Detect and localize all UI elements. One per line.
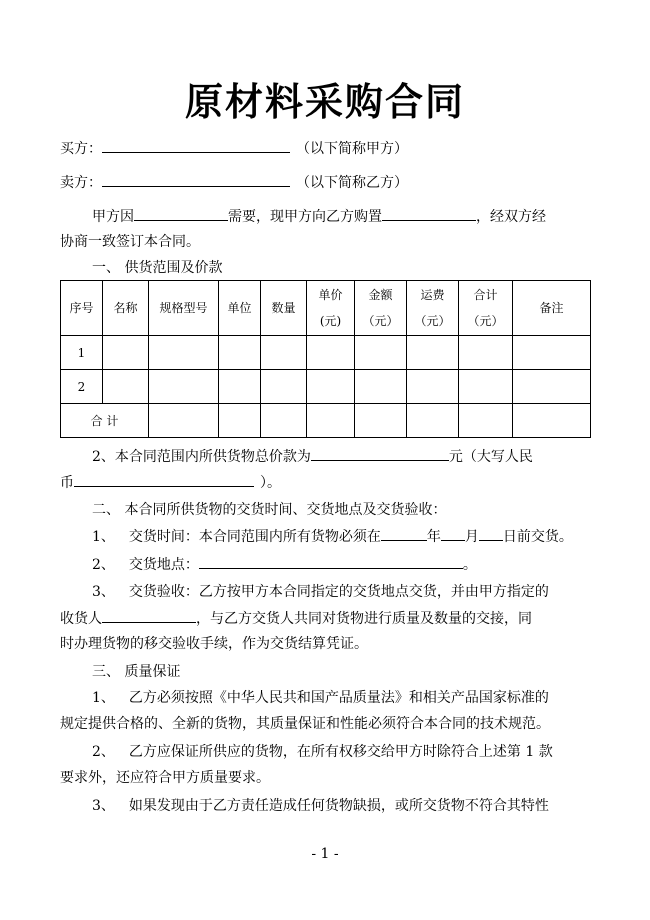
item-number: 1、 bbox=[92, 690, 115, 706]
acceptance-text-2: ，与乙方交货人共同对货物进行质量及数量的交接，同 bbox=[196, 611, 532, 627]
total-price-line-2 bbox=[60, 472, 281, 493]
amount-unit: （元） bbox=[362, 314, 399, 328]
quality-item2-line-1 bbox=[92, 742, 553, 762]
goods-table bbox=[60, 280, 591, 438]
col-header-amount bbox=[355, 281, 407, 336]
acceptance-text: 交货验收：乙方按甲方本合同指定的交货地点交货，并由甲方指定的 bbox=[128, 584, 549, 600]
item-number: 1、 bbox=[92, 529, 115, 545]
buyer-label: 买方： bbox=[60, 141, 102, 157]
item-number: 2、 bbox=[92, 744, 115, 760]
year-blank bbox=[381, 526, 427, 541]
delivery-time-text: 交货时间：本合同范围内所有货物必须在 bbox=[128, 529, 381, 545]
item-number: 2、 bbox=[92, 557, 115, 573]
intro-blank-2 bbox=[382, 206, 476, 221]
quality-item3-line-1 bbox=[92, 796, 549, 816]
delivery-place-line bbox=[92, 554, 477, 575]
day-label: 日前交货。 bbox=[502, 529, 573, 545]
intro-line-2: 协商一致签订本合同。 bbox=[60, 234, 200, 250]
row-index: 1 bbox=[61, 336, 103, 370]
month-label: 月 bbox=[464, 529, 479, 545]
section2-heading: 二、 本合同所供货物的交货时间、交货地点及交货验收： bbox=[92, 502, 447, 518]
quality-text: 乙方必须按照《中华人民共和国产品质量法》和相关产品国家标准的 bbox=[128, 690, 549, 706]
col-header-unit: 单位 bbox=[219, 281, 261, 336]
receiver-label: 收货人 bbox=[60, 611, 102, 627]
month-blank bbox=[441, 526, 465, 541]
table-header-row bbox=[61, 281, 591, 336]
col-header-name: 名称 bbox=[103, 281, 149, 336]
quality-text: 如果发现由于乙方责任造成任何货物缺损，或所交货物不符合其特性 bbox=[128, 798, 549, 814]
item-number: 3、 bbox=[92, 584, 115, 600]
col-header-freight bbox=[407, 281, 459, 336]
intro-text-c: ，经双方经 bbox=[476, 209, 546, 225]
quality-item1-line-2: 规定提供合格的、全新的货物，其质量保证和性能必须符合本合同的技术规范。 bbox=[60, 716, 550, 732]
total-label: 合计 bbox=[473, 288, 498, 302]
total-row-label: 合 计 bbox=[61, 404, 149, 438]
intro-text-b: 需要，现甲方向乙方购置 bbox=[228, 209, 382, 225]
total-price-line-1 bbox=[92, 446, 533, 467]
year-label: 年 bbox=[426, 529, 441, 545]
seller-label: 卖方： bbox=[60, 175, 102, 191]
section1-heading: 一、 供货范围及价款 bbox=[92, 260, 223, 276]
table-total-row bbox=[61, 404, 591, 438]
delivery-place-blank bbox=[199, 554, 463, 569]
seller-line bbox=[60, 172, 408, 193]
intro-blank-1 bbox=[134, 206, 228, 221]
row-index: 2 bbox=[61, 370, 103, 404]
delivery-place-label: 交货地点： bbox=[128, 557, 199, 573]
total-price-text-2: 元（大写人民 bbox=[448, 449, 533, 465]
table-row bbox=[61, 370, 591, 404]
intro-text-a: 甲方因 bbox=[92, 209, 134, 225]
amount-label: 金额 bbox=[368, 288, 393, 302]
delivery-place-end: 。 bbox=[462, 557, 477, 573]
acceptance-line-1 bbox=[92, 582, 549, 602]
delivery-time-line bbox=[92, 526, 573, 547]
day-blank bbox=[479, 526, 503, 541]
intro-line-1 bbox=[92, 206, 546, 227]
seller-blank bbox=[102, 172, 290, 187]
col-header-spec: 规格型号 bbox=[149, 281, 219, 336]
table-row bbox=[61, 336, 591, 370]
col-header-unit-price bbox=[307, 281, 355, 336]
buyer-suffix: （以下简称甲方） bbox=[296, 141, 408, 157]
buyer-blank bbox=[102, 138, 290, 153]
page-number: - 1 - bbox=[311, 846, 339, 862]
total-price-text: 2、本合同范围内所供货物总价款为 bbox=[92, 449, 311, 465]
quality-text: 乙方应保证所供应的货物，在所有权移交给甲方时除符合上述第 1 款 bbox=[128, 744, 553, 760]
document-title: 原材料采购合同 bbox=[184, 80, 465, 124]
section3-heading: 三、 质量保证 bbox=[92, 664, 181, 680]
seller-suffix: （以下简称乙方） bbox=[296, 175, 408, 191]
quality-item1-line-1 bbox=[92, 688, 549, 708]
col-header-remarks: 备注 bbox=[513, 281, 591, 336]
currency-text: 币 bbox=[60, 475, 74, 491]
freight-unit: （元） bbox=[414, 314, 451, 328]
col-header-total bbox=[459, 281, 513, 336]
unit-price-label: 单价 bbox=[318, 288, 343, 302]
item-number: 3、 bbox=[92, 798, 115, 814]
total-price-blank bbox=[311, 446, 449, 461]
total-price-words-blank bbox=[74, 472, 254, 487]
unit-price-unit: (元) bbox=[319, 314, 342, 328]
freight-label: 运费 bbox=[420, 288, 445, 302]
buyer-line bbox=[60, 138, 408, 159]
total-unit: （元） bbox=[467, 314, 504, 328]
acceptance-line-2 bbox=[60, 608, 532, 629]
col-header-quantity: 数量 bbox=[261, 281, 307, 336]
quality-item2-line-2: 要求外，还应符合甲方质量要求。 bbox=[60, 770, 270, 786]
col-header-index: 序号 bbox=[61, 281, 103, 336]
acceptance-line-3: 时办理货物的移交验收手续，作为交货结算凭证。 bbox=[60, 636, 368, 652]
total-price-end: ）。 bbox=[260, 475, 281, 491]
receiver-blank bbox=[102, 608, 196, 623]
